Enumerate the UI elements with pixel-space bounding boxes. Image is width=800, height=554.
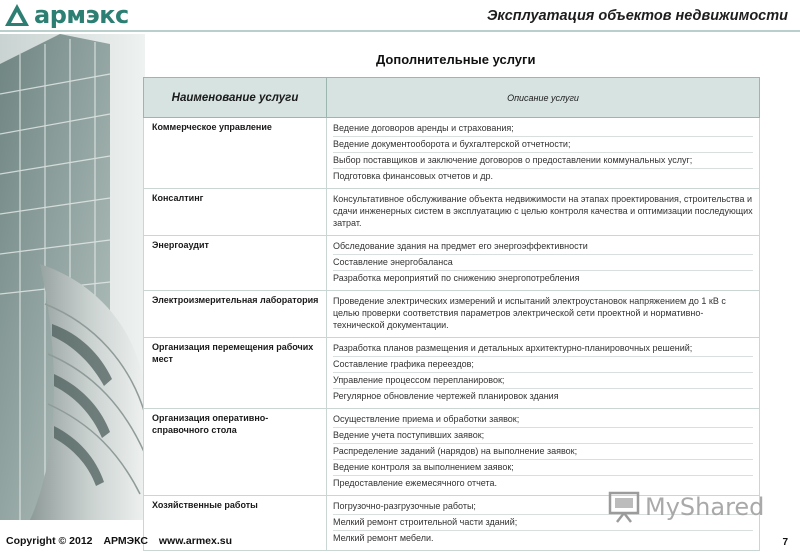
logo-text: армэкс	[34, 1, 129, 29]
description-line: Регулярное обновление чертежей планировок здания	[333, 391, 559, 401]
description-line: Осуществление приема и обработки заявок;	[333, 412, 753, 428]
description-line: Распределение заданий (нарядов) на выполнение заявок;	[333, 444, 753, 460]
table-row	[144, 189, 760, 236]
service-name: Консалтинг	[144, 189, 327, 236]
description-line: Мелкий ремонт мебели.	[333, 533, 434, 543]
table-row	[144, 236, 760, 291]
column-header-name: Наименование услуги	[144, 78, 327, 118]
table-row	[144, 291, 760, 338]
logo-triangle-icon	[4, 3, 30, 27]
description-line: Ведение документооборота и бухгалтерской отчетности;	[333, 137, 753, 153]
footer	[6, 535, 240, 547]
description-line: Составление графика переездов;	[333, 357, 753, 373]
table-header-row	[144, 78, 760, 118]
services-table	[143, 77, 759, 551]
description-line: Подготовка финансовых отчетов и др.	[333, 171, 494, 181]
service-name: Электроизмерительная лаборатория	[144, 291, 327, 338]
description-line: Ведение договоров аренды и страхования;	[333, 121, 753, 137]
watermark	[607, 490, 764, 524]
description-line: Ведение учета поступивших заявок;	[333, 428, 753, 444]
service-name: Хозяйственные работы	[144, 496, 327, 551]
presentation-board-icon	[607, 490, 641, 524]
footer-company: АРМЭКС	[103, 535, 148, 547]
description-line: Управление процессом перепланировок;	[333, 373, 753, 389]
building-photo	[0, 34, 145, 520]
header-title: Эксплуатация объектов недвижимости	[486, 8, 788, 24]
section-title: Дополнительные услуги	[376, 52, 536, 67]
description-line: Разработка мероприятий по снижению энергопотребления	[333, 273, 580, 283]
service-description	[327, 118, 760, 189]
table-row	[144, 338, 760, 409]
service-name: Организация оперативно-справочного стола	[144, 409, 327, 496]
description-line: Предоставление ежемесячного отчета.	[333, 478, 498, 488]
table-row	[144, 409, 760, 496]
page-number: 7	[782, 537, 788, 548]
service-name: Организация перемещения рабочих мест	[144, 338, 327, 409]
service-description	[327, 409, 760, 496]
description-line: Погрузочно-разгрузочные работы;	[333, 499, 753, 515]
service-description	[327, 338, 760, 409]
description-line: Обследование здания на предмет его энергоэффективности	[333, 239, 753, 255]
header-divider	[0, 30, 800, 32]
description-line: Составление энергобаланса	[333, 255, 753, 271]
description-line: Ведение контроля за выполнением заявок;	[333, 460, 753, 476]
table-row	[144, 118, 760, 189]
description-line: Мелкий ремонт строительной части зданий;	[333, 515, 753, 531]
column-header-description: Описание услуги	[327, 78, 760, 118]
company-logo	[4, 2, 129, 28]
service-description	[327, 189, 760, 236]
description-line: Консультативное обслуживание объекта недвижимости на этапах проектирования, строительства и сдачи инженерных систем в эксплуатацию с целью контроля качества и оптимизации последующих затрат.	[333, 194, 753, 228]
description-line: Проведение электрических измерений и испытаний электроустановок напряжением до 1 кВ с целью проверки соответствия параметров электрической сети проектной и нормативно-технической документации.	[333, 296, 726, 330]
service-name: Коммерческое управление	[144, 118, 327, 189]
footer-url[interactable]: www.armex.su	[158, 535, 233, 547]
footer-copyright: Copyright © 2012	[6, 535, 93, 547]
watermark-text: MyShared	[645, 493, 765, 521]
service-description	[327, 291, 760, 338]
description-line: Разработка планов размещения и детальных архитектурно-планировочных решений;	[333, 341, 753, 357]
service-description	[327, 236, 760, 291]
service-name: Энергоаудит	[144, 236, 327, 291]
description-line: Выбор поставщиков и заключение договоров о предоставлении коммунальных услуг;	[333, 153, 753, 169]
